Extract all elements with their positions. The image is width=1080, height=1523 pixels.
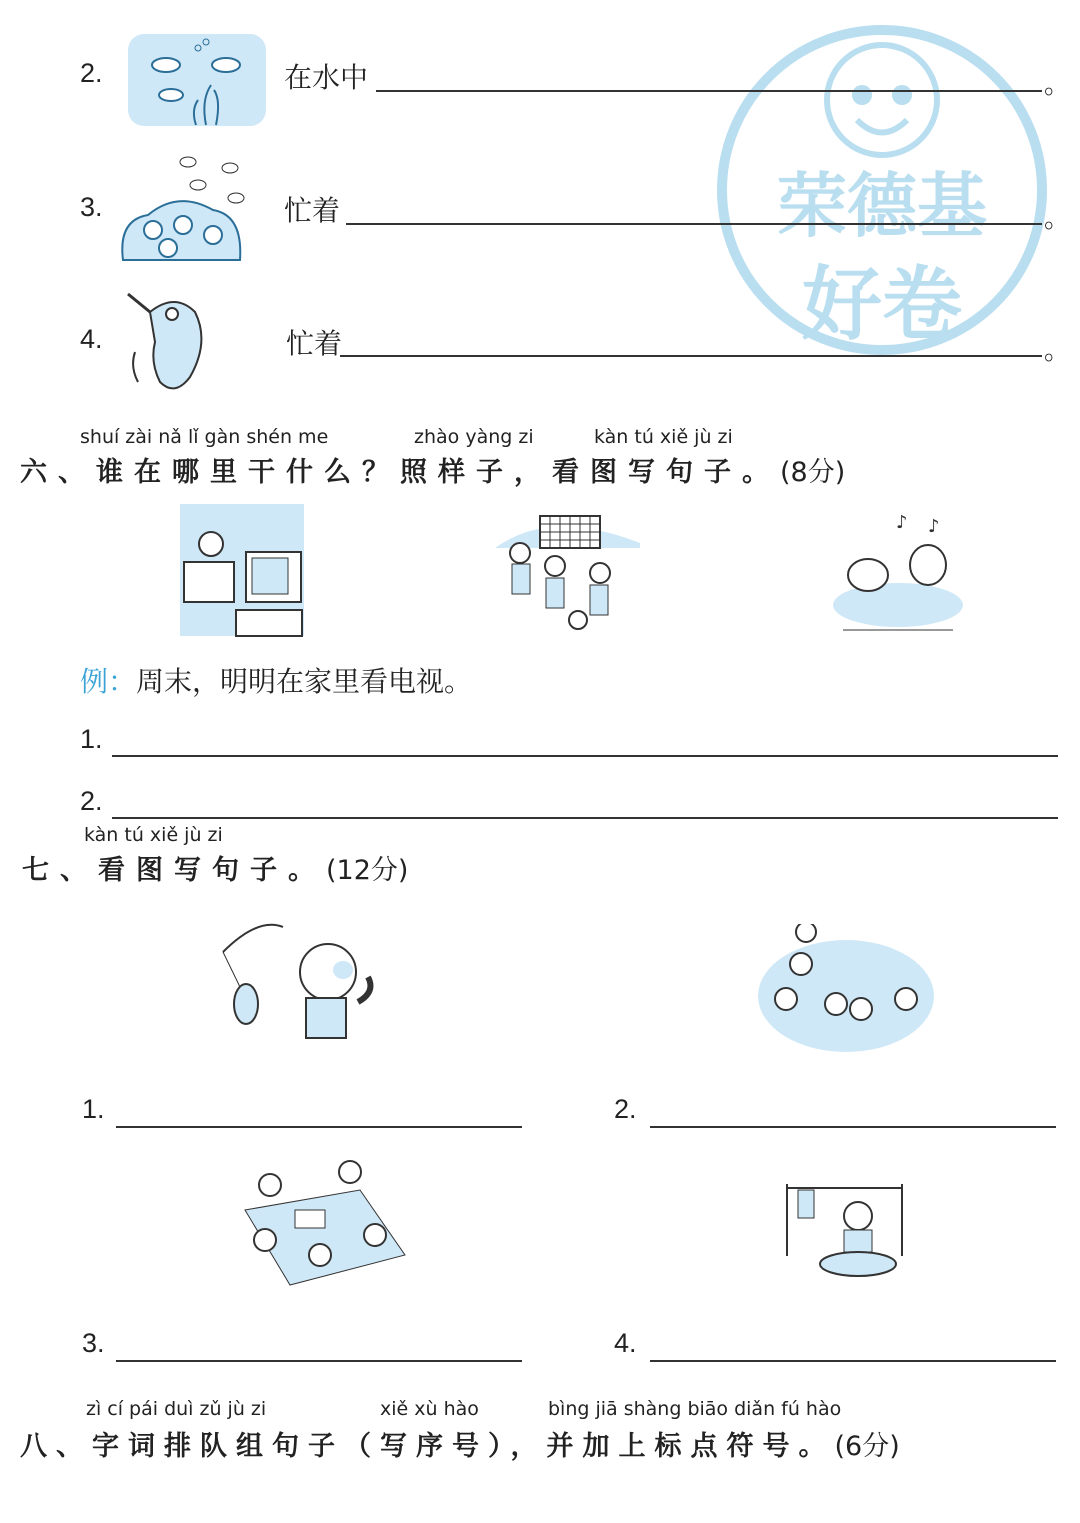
children-playing-illustration xyxy=(756,924,936,1063)
item-prompt: 在水中 xyxy=(284,61,369,94)
section6-pinyin-2: zhào yàng zi xyxy=(414,426,534,448)
example-label: 例： xyxy=(80,665,137,698)
answer-line[interactable] xyxy=(650,1126,1056,1128)
watermark-logo xyxy=(712,20,1052,360)
answer-line[interactable] xyxy=(346,223,1042,225)
section7-title: 七、看图写句子。 xyxy=(22,855,326,886)
football-illustration xyxy=(490,508,645,642)
fish-water-illustration xyxy=(126,30,268,134)
answer-line[interactable] xyxy=(112,817,1058,819)
woodpecker-illustration xyxy=(120,282,220,404)
answer-line[interactable] xyxy=(340,355,1042,357)
line-number: 2. xyxy=(80,786,103,816)
section7-heading xyxy=(22,848,408,887)
example-text: 周末，明明在家里看电视。 xyxy=(136,665,473,698)
tv-watching-illustration xyxy=(176,502,306,646)
girl-washing-illustration xyxy=(782,1176,912,1285)
section7-pinyin: kàn tú xiě jù zi xyxy=(84,824,223,846)
period-mark: 。 xyxy=(1044,70,1071,100)
cat-fishing-illustration xyxy=(218,922,378,1056)
section6-title: 六、谁在哪里干什么？照样子，看图写句子。 xyxy=(20,457,780,488)
section6-heading xyxy=(20,450,845,489)
item-prompt: 忙着 xyxy=(284,194,341,227)
bees-flowers-illustration xyxy=(118,150,248,269)
section6-score: (8分) xyxy=(780,457,846,488)
item-prompt: 忙着 xyxy=(286,327,343,360)
section8-pinyin-2: xiě xù hào xyxy=(380,1398,479,1420)
picnic-illustration xyxy=(240,1160,408,1292)
example-sentence xyxy=(80,660,472,700)
section8-score: (6分) xyxy=(834,1431,900,1462)
period-mark: 。 xyxy=(1044,336,1071,366)
svg-text:♪: ♪ xyxy=(928,516,940,537)
item-number: 4. xyxy=(614,1328,637,1358)
answer-line[interactable] xyxy=(376,90,1042,92)
item-number: 1. xyxy=(82,1094,105,1124)
answer-line[interactable] xyxy=(116,1360,522,1362)
section6-pinyin-3: kàn tú xiě jù zi xyxy=(594,426,733,448)
answer-line[interactable] xyxy=(112,755,1058,757)
section8-heading xyxy=(20,1424,900,1463)
answer-line[interactable] xyxy=(116,1126,522,1128)
section8-title: 八、字词排队组句子（写序号），并加上标点符号。 xyxy=(20,1431,835,1462)
item-number: 2. xyxy=(614,1094,637,1124)
section6-pinyin-1: shuí zài nǎ lǐ gàn shén me xyxy=(80,426,329,448)
section8-pinyin-3: bìng jiā shàng biāo diǎn fú hào xyxy=(548,1398,842,1420)
watermark-line2: 好卷 xyxy=(802,258,962,351)
line-number: 1. xyxy=(80,724,103,754)
item-number: 3. xyxy=(80,192,103,222)
item-number: 4. xyxy=(80,324,103,354)
svg-text:♪: ♪ xyxy=(896,512,908,533)
section8-pinyin-1: zì cí pái duì zǔ jù zi xyxy=(86,1398,267,1420)
frogs-singing-illustration xyxy=(828,510,968,639)
watermark-line1: 荣德基 xyxy=(777,165,987,247)
item-number: 3. xyxy=(82,1328,105,1358)
answer-line[interactable] xyxy=(650,1360,1056,1362)
period-mark: 。 xyxy=(1044,204,1071,234)
section7-score: (12分) xyxy=(326,855,409,886)
item-number: 2. xyxy=(80,58,103,88)
